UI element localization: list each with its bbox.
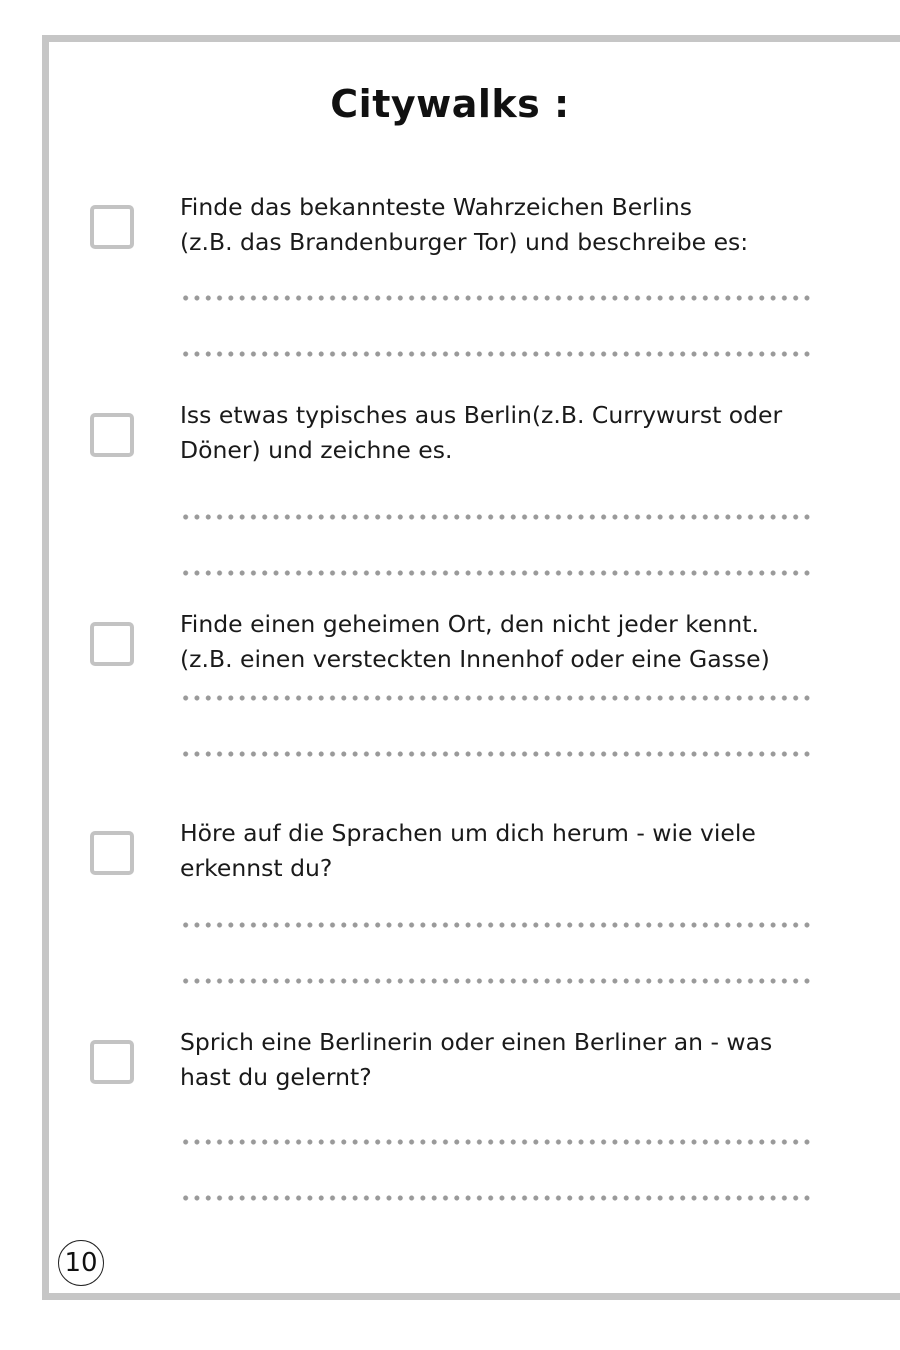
task-line: Höre auf die Sprachen um dich herum - wie viele	[180, 819, 756, 847]
task-checkbox[interactable]	[90, 413, 134, 457]
task-line: erkennst du?	[180, 854, 333, 882]
task-line: Finde das bekannteste Wahrzeichen Berlins	[180, 193, 693, 221]
answer-line[interactable]	[180, 1139, 812, 1145]
task-text	[180, 607, 830, 677]
answer-line[interactable]	[180, 570, 812, 576]
task-checkbox[interactable]	[90, 1040, 134, 1084]
task-text	[180, 190, 830, 260]
answer-line[interactable]	[180, 351, 812, 357]
answer-line[interactable]	[180, 295, 812, 301]
task-line: Döner) und zeichne es.	[180, 436, 453, 464]
task-checkbox[interactable]	[90, 622, 134, 666]
answer-line[interactable]	[180, 695, 812, 701]
task-line: Iss etwas typisches aus Berlin(z.B. Currywurst oder	[180, 401, 783, 429]
answer-line[interactable]	[180, 1195, 812, 1201]
task-checkbox[interactable]	[90, 831, 134, 875]
answer-line[interactable]	[180, 922, 812, 928]
task-text	[180, 816, 830, 886]
task-text	[180, 1025, 830, 1095]
task-line: hast du gelernt?	[180, 1063, 372, 1091]
task-line: Sprich eine Berlinerin oder einen Berliner an - was	[180, 1028, 773, 1056]
task-line: Finde einen geheimen Ort, den nicht jeder kennt.	[180, 610, 759, 638]
answer-line[interactable]	[180, 514, 812, 520]
task-line: (z.B. das Brandenburger Tor) und beschreibe es:	[180, 228, 749, 256]
page-title: Citywalks :	[330, 82, 570, 126]
page-number: 10	[58, 1240, 104, 1286]
answer-line[interactable]	[180, 751, 812, 757]
task-text	[180, 398, 830, 468]
answer-line[interactable]	[180, 978, 812, 984]
task-line: (z.B. einen versteckten Innenhof oder eine Gasse)	[180, 645, 770, 673]
task-checkbox[interactable]	[90, 205, 134, 249]
